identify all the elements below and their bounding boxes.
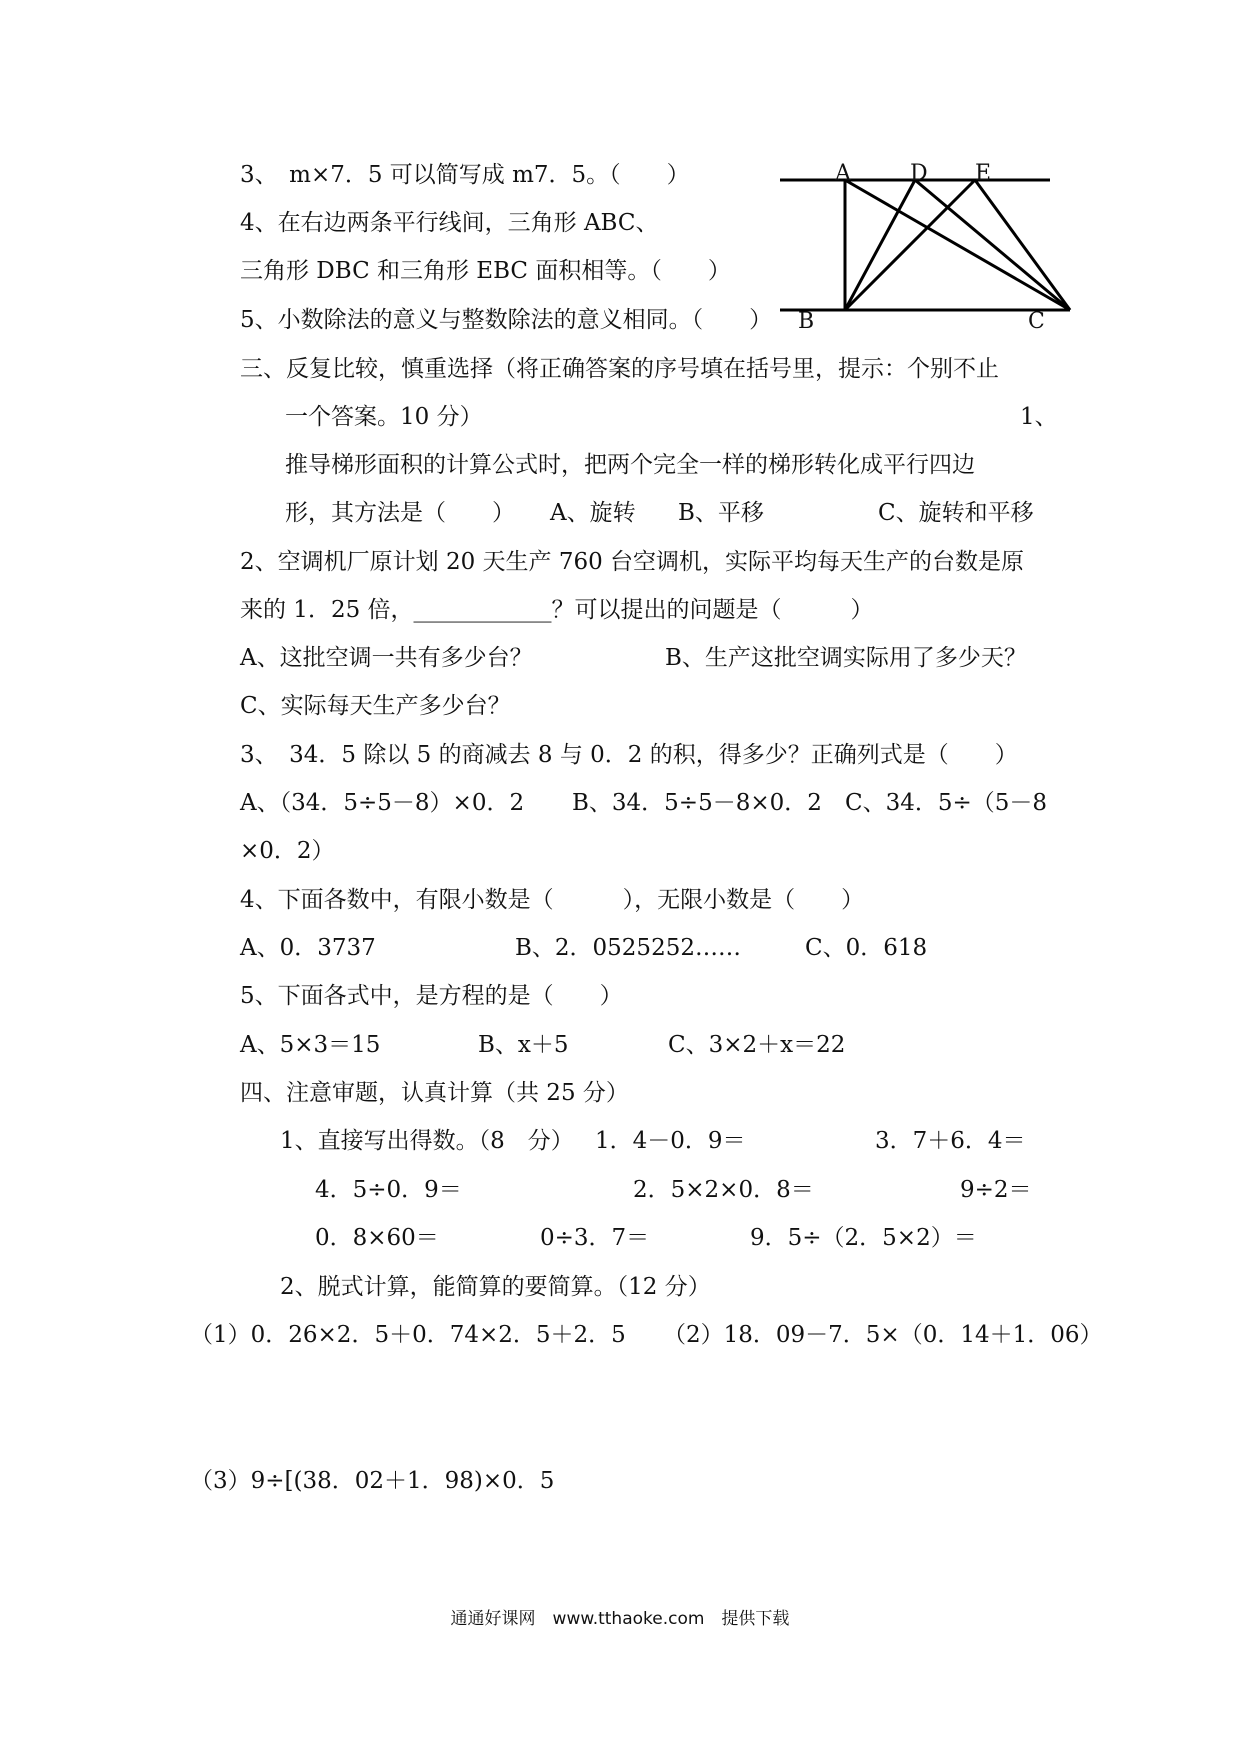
- segment-ec: [975, 180, 1070, 310]
- calc-s2-problem-1: （1）0．26×2．5＋0．74×2．5＋2．5: [190, 1322, 626, 1348]
- calc-heading: 四、注意审题，认真计算（共 25 分）: [240, 1080, 629, 1106]
- choice-q2-line1: 2、空调机厂原计划 20 天生产 760 台空调机，实际平均每天生产的台数是原: [240, 549, 1025, 575]
- choice-q3-option-b: B、34．5÷5－8×0．2: [572, 790, 822, 816]
- diagram-label-d: D: [910, 161, 928, 186]
- calc-s1-r2-c: 9÷2＝: [960, 1177, 1032, 1203]
- choice-q5-option-a: A、5×3＝15: [240, 1032, 381, 1058]
- calc-s2-title: 2、脱式计算，能简算的要简算。（12 分）: [280, 1274, 711, 1300]
- choice-q3-option-c-cont: ×0．2）: [240, 838, 335, 864]
- choice-q2-option-c: C、实际每天生产多少台？: [240, 693, 511, 719]
- calc-s1-r2-b: 2．5×2×0．8＝: [633, 1177, 814, 1203]
- choice-q4-option-a: A、0．3737: [240, 935, 376, 961]
- choice-q5-option-b: B、x＋5: [478, 1032, 569, 1058]
- choice-heading-line2: 一个答案。10 分）: [285, 404, 483, 430]
- calc-s1-r3-b: 0÷3．7＝: [540, 1225, 650, 1251]
- choice-q1-option-a: A、旋转: [550, 500, 636, 526]
- judge-q5: 5、小数除法的意义与整数除法的意义相同。（ ）: [240, 307, 773, 333]
- choice-q1-line1: 推导梯形面积的计算公式时，把两个完全一样的梯形转化成平行四边: [285, 452, 975, 478]
- footer-download-note: 通通好课网 www.tthaoke.com 提供下载: [450, 1609, 790, 1629]
- choice-q1-number: 1、: [1020, 404, 1058, 430]
- choice-q3: 3、 34．5 除以 5 的商减去 8 与 0．2 的积，得多少？正确列式是（ ）: [240, 742, 1018, 768]
- diagram-label-e: E: [975, 161, 992, 186]
- choice-q5: 5、下面各式中，是方程的是（ ）: [240, 983, 623, 1009]
- calc-s1-r1-b: 3．7＋6．4＝: [875, 1128, 1026, 1154]
- calc-s1-r1-a: 1．4－0．9＝: [595, 1128, 746, 1154]
- calc-s1-r3-c: 9．5÷（2．5×2）＝: [750, 1225, 977, 1251]
- choice-q2-line2: 来的 1．25 倍，____________？可以提出的问题是（ ）: [240, 597, 874, 623]
- diagram-label-b: B: [798, 309, 815, 334]
- choice-q5-option-c: C、3×2＋x＝22: [668, 1032, 846, 1058]
- choice-q4-option-b: B、2．0525252……: [515, 935, 741, 961]
- segment-dc: [915, 180, 1070, 310]
- choice-q1-option-b: B、平移: [678, 500, 764, 526]
- choice-q3-option-c: C、34．5÷（5－8: [845, 790, 1048, 816]
- diagram-label-a: A: [835, 161, 851, 186]
- calc-s1-title: 1、直接写出得数。（8 分）: [280, 1128, 574, 1154]
- judge-q4-line2: 三角形 DBC 和三角形 EBC 面积相等。（ ）: [240, 258, 731, 284]
- choice-q1-option-c: C、旋转和平移: [878, 500, 1034, 526]
- calc-s1-r3-a: 0．8×60＝: [315, 1225, 439, 1251]
- choice-heading-line1: 三、反复比较，慎重选择（将正确答案的序号填在括号里，提示：个别不止: [240, 356, 999, 382]
- diagram-label-c: C: [1028, 309, 1045, 334]
- judge-q4-line1: 4、在右边两条平行线间，三角形 ABC、: [240, 210, 659, 236]
- choice-q2-option-b: B、生产这批空调实际用了多少天？: [665, 645, 1027, 671]
- calc-s2-problem-3: （3）9÷[(38．02＋1．98)×0．5: [190, 1468, 555, 1494]
- choice-q1-line2: 形，其方法是（ ）: [285, 500, 515, 526]
- choice-q4: 4、下面各数中，有限小数是（ ），无限小数是（ ）: [240, 887, 865, 913]
- judge-q3: 3、 m×7．5 可以简写成 m7．5。（ ）: [240, 162, 690, 188]
- choice-q2-option-a: A、这批空调一共有多少台？: [240, 645, 533, 671]
- calc-s1-r2-a: 4．5÷0．9＝: [315, 1177, 462, 1203]
- calc-s2-problem-2: （2）18．09－7．5×（0．14＋1．06）: [663, 1322, 1103, 1348]
- choice-q3-option-a: A、（34．5÷5－8）×0．2: [240, 790, 525, 816]
- choice-q4-option-c: C、0．618: [805, 935, 928, 961]
